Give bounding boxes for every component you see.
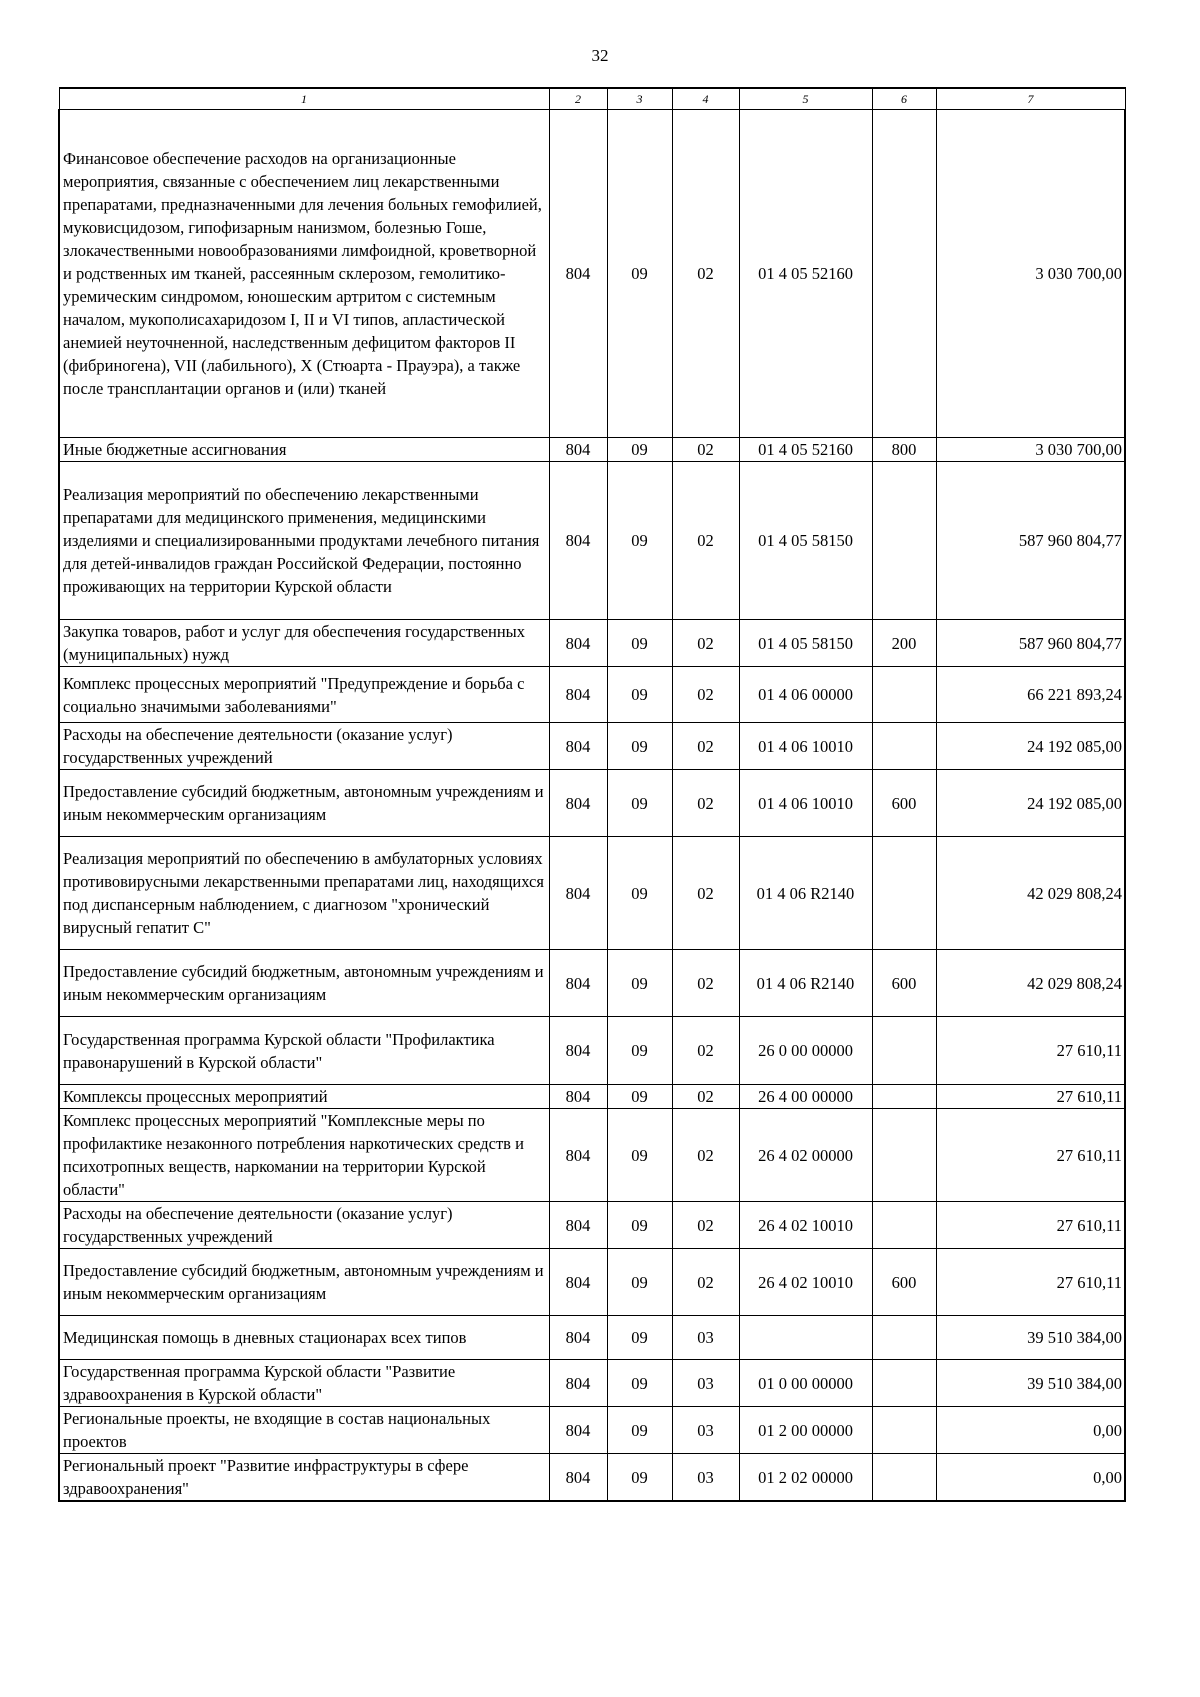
table-row: [59, 110, 1125, 438]
table-row: [59, 837, 1125, 950]
target-article-cell: 01 4 06 R2140: [739, 837, 872, 950]
expense-type-cell: 200: [872, 620, 936, 667]
subsection-code-cell: 02: [672, 1109, 739, 1202]
grbs-code-cell: 804: [549, 1085, 607, 1109]
subsection-code-cell: 02: [672, 837, 739, 950]
expense-type-cell: 600: [872, 1249, 936, 1316]
subsection-code-cell: 02: [672, 462, 739, 620]
row-name-cell: Региональный проект "Развитие инфраструктуры в сфере здравоохранения": [59, 1454, 549, 1502]
table-row: [59, 1249, 1125, 1316]
column-number-row: [59, 88, 1125, 110]
amount-cell: 3 030 700,00: [936, 438, 1125, 462]
subsection-code-cell: 03: [672, 1407, 739, 1454]
grbs-code-cell: 804: [549, 620, 607, 667]
subsection-code-cell: 02: [672, 950, 739, 1017]
section-code-cell: 09: [607, 462, 672, 620]
amount-cell: 0,00: [936, 1454, 1125, 1502]
section-code-cell: 09: [607, 1017, 672, 1085]
expense-type-cell: [872, 1085, 936, 1109]
table-row: [59, 1360, 1125, 1407]
amount-cell: 66 221 893,24: [936, 667, 1125, 723]
expense-type-cell: [872, 1017, 936, 1085]
section-code-cell: 09: [607, 950, 672, 1017]
amount-cell: 27 610,11: [936, 1017, 1125, 1085]
row-name-cell: Реализация мероприятий по обеспечению в амбулаторных условиях противовирусными лекарственными препаратами лиц, находящихся под диспансерным наблюдением, с диагнозом "хронический вирусный гепатит С": [59, 837, 549, 950]
amount-cell: 27 610,11: [936, 1085, 1125, 1109]
expense-type-cell: [872, 462, 936, 620]
target-article-cell: 26 4 02 00000: [739, 1109, 872, 1202]
row-name-cell: Комплекс процессных мероприятий "Предупреждение и борьба с социально значимыми заболеваниями": [59, 667, 549, 723]
amount-cell: 587 960 804,77: [936, 620, 1125, 667]
expense-type-cell: [872, 667, 936, 723]
column-number: 5: [739, 88, 872, 110]
section-code-cell: 09: [607, 667, 672, 723]
grbs-code-cell: 804: [549, 1360, 607, 1407]
expense-type-cell: 600: [872, 950, 936, 1017]
expense-type-cell: [872, 110, 936, 438]
table-row: [59, 1454, 1125, 1502]
grbs-code-cell: 804: [549, 837, 607, 950]
target-article-cell: 26 0 00 00000: [739, 1017, 872, 1085]
row-name-cell: Комплекс процессных мероприятий "Комплексные меры по профилактике незаконного потребления наркотических средств и психотропных веществ, наркомании на территории Курской области": [59, 1109, 549, 1202]
amount-cell: 42 029 808,24: [936, 950, 1125, 1017]
amount-cell: 24 192 085,00: [936, 723, 1125, 770]
table-row: [59, 620, 1125, 667]
target-article-cell: 01 4 05 52160: [739, 438, 872, 462]
target-article-cell: 26 4 02 10010: [739, 1249, 872, 1316]
section-code-cell: 09: [607, 1407, 672, 1454]
grbs-code-cell: 804: [549, 438, 607, 462]
column-number: 1: [59, 88, 549, 110]
target-article-cell: 01 4 06 10010: [739, 770, 872, 837]
table-row: [59, 1109, 1125, 1202]
grbs-code-cell: 804: [549, 950, 607, 1017]
section-code-cell: 09: [607, 837, 672, 950]
subsection-code-cell: 02: [672, 620, 739, 667]
target-article-cell: 01 4 05 52160: [739, 110, 872, 438]
grbs-code-cell: 804: [549, 1017, 607, 1085]
amount-cell: 27 610,11: [936, 1202, 1125, 1249]
table-row: [59, 1202, 1125, 1249]
subsection-code-cell: 02: [672, 438, 739, 462]
section-code-cell: 09: [607, 1202, 672, 1249]
target-article-cell: 01 0 00 00000: [739, 1360, 872, 1407]
subsection-code-cell: 02: [672, 1085, 739, 1109]
budget-table: [58, 87, 1126, 1502]
subsection-code-cell: 02: [672, 1249, 739, 1316]
grbs-code-cell: 804: [549, 1202, 607, 1249]
target-article-cell: 01 4 06 R2140: [739, 950, 872, 1017]
amount-cell: 587 960 804,77: [936, 462, 1125, 620]
table-row: [59, 462, 1125, 620]
target-article-cell: 01 4 06 00000: [739, 667, 872, 723]
grbs-code-cell: 804: [549, 1109, 607, 1202]
row-name-cell: Комплексы процессных мероприятий: [59, 1085, 549, 1109]
row-name-cell: Государственная программа Курской области "Развитие здравоохранения в Курской области": [59, 1360, 549, 1407]
expense-type-cell: [872, 1316, 936, 1360]
expense-type-cell: [872, 723, 936, 770]
expense-type-cell: [872, 837, 936, 950]
section-code-cell: 09: [607, 620, 672, 667]
row-name-cell: Предоставление субсидий бюджетным, автономным учреждениям и иным некоммерческим организациям: [59, 950, 549, 1017]
section-code-cell: 09: [607, 438, 672, 462]
subsection-code-cell: 02: [672, 770, 739, 837]
amount-cell: 42 029 808,24: [936, 837, 1125, 950]
table-row: [59, 770, 1125, 837]
section-code-cell: 09: [607, 1454, 672, 1502]
table-row: [59, 1017, 1125, 1085]
target-article-cell: 01 2 02 00000: [739, 1454, 872, 1502]
row-name-cell: Иные бюджетные ассигнования: [59, 438, 549, 462]
column-number: 7: [936, 88, 1125, 110]
row-name-cell: Расходы на обеспечение деятельности (оказание услуг) государственных учреждений: [59, 723, 549, 770]
amount-cell: 3 030 700,00: [936, 110, 1125, 438]
target-article-cell: 01 4 06 10010: [739, 723, 872, 770]
section-code-cell: 09: [607, 1249, 672, 1316]
column-number: 4: [672, 88, 739, 110]
target-article-cell: 26 4 02 10010: [739, 1202, 872, 1249]
grbs-code-cell: 804: [549, 462, 607, 620]
expense-type-cell: [872, 1109, 936, 1202]
expense-type-cell: [872, 1407, 936, 1454]
table-row: [59, 1085, 1125, 1109]
target-article-cell: 01 4 05 58150: [739, 620, 872, 667]
section-code-cell: 09: [607, 770, 672, 837]
subsection-code-cell: 03: [672, 1316, 739, 1360]
amount-cell: 27 610,11: [936, 1109, 1125, 1202]
subsection-code-cell: 02: [672, 1202, 739, 1249]
amount-cell: 39 510 384,00: [936, 1360, 1125, 1407]
row-name-cell: Региональные проекты, не входящие в состав национальных проектов: [59, 1407, 549, 1454]
table-row: [59, 438, 1125, 462]
row-name-cell: Финансовое обеспечение расходов на организационные мероприятия, связанные с обеспечением лиц лекарственными препаратами, предназначенными для лечения больных гемофилией, муковисцидозом, гипофизарным нанизмом, болезнью Гоше, злокачественными новообразованиями лимфоидной, кроветворной и родственных им тканей, рассеянным склерозом, гемолитико-уремическим синдромом, юношеским артритом с системным началом, мукополисахаридозом I, II и VI типов, апластической анемией неуточненной, наследственным дефицитом факторов II (фибриногена), VII (лабильного), X (Стюарта - Прауэра), а также после трансплантации органов и (или) тканей: [59, 110, 549, 438]
amount-cell: 0,00: [936, 1407, 1125, 1454]
expense-type-cell: 600: [872, 770, 936, 837]
expense-type-cell: [872, 1202, 936, 1249]
grbs-code-cell: 804: [549, 110, 607, 438]
grbs-code-cell: 804: [549, 723, 607, 770]
section-code-cell: 09: [607, 110, 672, 438]
table-row: [59, 950, 1125, 1017]
row-name-cell: Расходы на обеспечение деятельности (оказание услуг) государственных учреждений: [59, 1202, 549, 1249]
amount-cell: 39 510 384,00: [936, 1316, 1125, 1360]
subsection-code-cell: 02: [672, 723, 739, 770]
expense-type-cell: 800: [872, 438, 936, 462]
column-number: 2: [549, 88, 607, 110]
target-article-cell: 01 4 05 58150: [739, 462, 872, 620]
table-row: [59, 1407, 1125, 1454]
grbs-code-cell: 804: [549, 667, 607, 723]
table-body: [59, 88, 1125, 1501]
table-row: [59, 667, 1125, 723]
section-code-cell: 09: [607, 1360, 672, 1407]
subsection-code-cell: 03: [672, 1360, 739, 1407]
table-row: [59, 723, 1125, 770]
row-name-cell: Предоставление субсидий бюджетным, автономным учреждениям и иным некоммерческим организациям: [59, 1249, 549, 1316]
subsection-code-cell: 02: [672, 1017, 739, 1085]
subsection-code-cell: 03: [672, 1454, 739, 1502]
grbs-code-cell: 804: [549, 1249, 607, 1316]
subsection-code-cell: 02: [672, 667, 739, 723]
table-row: [59, 1316, 1125, 1360]
section-code-cell: 09: [607, 723, 672, 770]
page-number: 32: [591, 46, 609, 65]
grbs-code-cell: 804: [549, 1407, 607, 1454]
expense-type-cell: [872, 1454, 936, 1502]
row-name-cell: Реализация мероприятий по обеспечению лекарственными препаратами для медицинского применения, медицинскими изделиями и специализированными продуктами лечебного питания для детей-инвалидов граждан Российской Федерации, постоянно проживающих на территории Курской области: [59, 462, 549, 620]
section-code-cell: 09: [607, 1109, 672, 1202]
row-name-cell: Медицинская помощь в дневных стационарах всех типов: [59, 1316, 549, 1360]
column-number: 6: [872, 88, 936, 110]
row-name-cell: Предоставление субсидий бюджетным, автономным учреждениям и иным некоммерческим организациям: [59, 770, 549, 837]
target-article-cell: 01 2 00 00000: [739, 1407, 872, 1454]
column-number: 3: [607, 88, 672, 110]
amount-cell: 24 192 085,00: [936, 770, 1125, 837]
row-name-cell: Закупка товаров, работ и услуг для обеспечения государственных (муниципальных) нужд: [59, 620, 549, 667]
section-code-cell: 09: [607, 1085, 672, 1109]
expense-type-cell: [872, 1360, 936, 1407]
target-article-cell: 26 4 00 00000: [739, 1085, 872, 1109]
grbs-code-cell: 804: [549, 1454, 607, 1502]
section-code-cell: 09: [607, 1316, 672, 1360]
row-name-cell: Государственная программа Курской области "Профилактика правонарушений в Курской области": [59, 1017, 549, 1085]
target-article-cell: [739, 1316, 872, 1360]
grbs-code-cell: 804: [549, 770, 607, 837]
amount-cell: 27 610,11: [936, 1249, 1125, 1316]
subsection-code-cell: 02: [672, 110, 739, 438]
grbs-code-cell: 804: [549, 1316, 607, 1360]
